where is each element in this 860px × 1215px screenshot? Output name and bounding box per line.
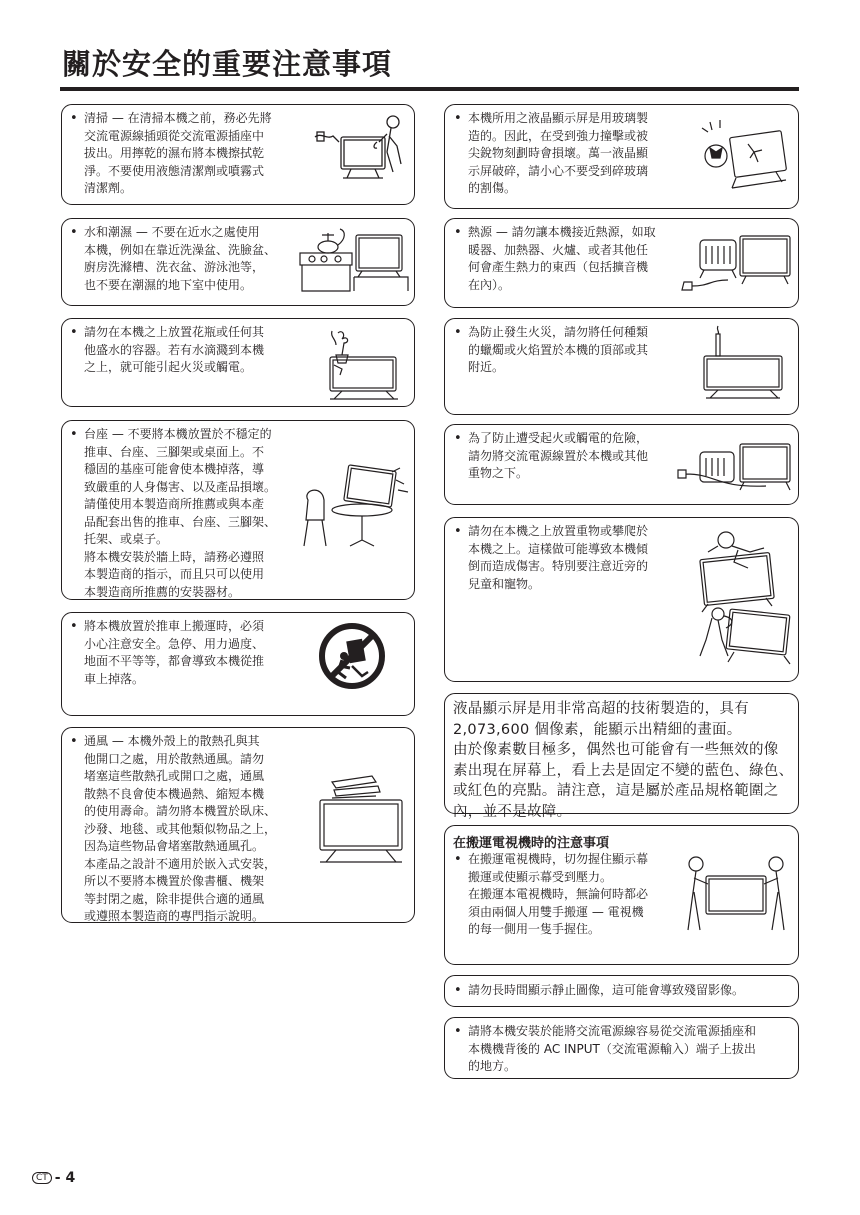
child-pet-illustration bbox=[694, 528, 794, 668]
ventilation-illustration bbox=[316, 770, 406, 868]
language-code-badge: CT bbox=[32, 1172, 52, 1184]
cleaning-illustration bbox=[313, 112, 408, 190]
notice-ventilation: • 通風 — 本機外殼上的散熱孔與其 他開口之處，用於散熱通風。請勿 堵塞這些散熱孔或開口之處，通風 散熱不良會使本機過熱、縮短本機 的使用壽命。請勿將本機置於臥床、 沙發、地毯、或其他類似物品之上， 因為這些物品會堵塞散熱通風孔。 本產品之設計不適用於嵌入式安裝， 所以不要將本機置於像書櫃、機架 等封閉之處，除非提供合適的通風 或遵照本製造商的專門指示說明。 bbox=[70, 734, 277, 923]
cord-illustration bbox=[676, 438, 794, 496]
candle-illustration bbox=[700, 322, 786, 402]
notice-vase: • 請勿在本機之上放置花瓶或任何其 他盛水的容器。若有水滴濺到本機 之上，就可能引起火災或觸電。 bbox=[70, 325, 265, 374]
notice-stand: • 台座 — 不要將本機放置於不穩定的 推車、台座、三腳架或桌面上。不 穩固的基座可能會使本機掉落，導 致嚴重的人身傷害、以及產品損壞。 請僅使用本製造商所推薦或與本產 品配套出售的推車、台座、三腳架、 托架、或桌子。 將本機安裝於牆上時，請務必遵照 本製造商的指示，而且只可以使用 本製造商所推薦的安裝器材。 bbox=[70, 427, 277, 599]
lcd-pixel-note: 液晶顯示屏是用非常高超的技術製造的，具有 2,073,600 個像素，能顯示出精細的畫面。 由於像素數目極多，偶然也可能會有一些無效的像 素出現在屏幕上，看上去是固定不變的藍色、綠色、 或紅色的亮點。請注意，這是屬於產品規格範圍之 內，並不是故障。 bbox=[453, 701, 794, 820]
page-title: 關於安全的重要注意事項 bbox=[62, 47, 393, 81]
notice-transport: • 在搬運電視機時，切勿握住顯示幕 搬運或使顯示幕受到壓力。 在搬運本電視機時，無論何時都必 須由兩個人用雙手搬運 — 電視機 的每一側用一隻手握住。 bbox=[454, 852, 649, 936]
notice-ac-input: • 請將本機安裝於能將交流電源線容易從交流電源插座和 本機機背後的 AC INPUT（交流電源輸入）端子上拔出 的地方。 bbox=[454, 1024, 757, 1073]
notice-still-image: • 請勿長時間顯示靜止圖像，這可能會導致殘留影像。 bbox=[454, 983, 745, 998]
vase-illustration bbox=[320, 325, 400, 403]
water-illustration bbox=[298, 225, 410, 295]
cart-warning-icon bbox=[318, 622, 386, 690]
heat-source-illustration bbox=[680, 228, 794, 302]
transport-heading: 在搬運電視機時的注意事項 bbox=[453, 836, 610, 851]
title-rule bbox=[60, 87, 799, 91]
notice-glass: • 本機所用之液晶顯示屏是用玻璃製 造的。因此，在受到強力撞擊或被 尖銳物刻劃時會損壞。萬一液晶顯 示屏破碎，請小心不要受到碎玻璃 的割傷。 bbox=[454, 111, 649, 195]
notice-climb: • 請勿在本機之上放置重物或攀爬於 本機之上。這樣做可能導致本機傾 倒而造成傷害。特別要注意近旁的 兒童和寵物。 bbox=[454, 524, 649, 591]
glass-panel-illustration bbox=[696, 118, 792, 196]
page-number: - 4 bbox=[54, 1170, 76, 1186]
page-footer bbox=[32, 1170, 75, 1186]
notice-candle: • 為防止發生火災，請勿將任何種類 的蠟燭或火焰置於本機的頂部或其 附近。 bbox=[454, 325, 649, 374]
stand-illustration bbox=[300, 460, 412, 552]
notice-cleaning: • 清掃 — 在清掃本機之前，務必先將 交流電源線插頭從交流電源插座中 拔出。用擰乾的濕布將本機擦拭乾 淨。不要使用液態清潔劑或噴霧式 清潔劑。 bbox=[70, 111, 272, 195]
notice-cord: • 為了防止遭受起火或觸電的危險， 請勿將交流電源線置於本機或其他 重物之下。 bbox=[454, 431, 649, 480]
notice-heat: • 熱源 — 請勿讓本機接近熱源，如取 暖器、加熱器、火爐、或者其他任 何會產生熱力的東西（包括擴音機 在內）。 bbox=[454, 225, 656, 292]
notice-water: • 水和潮濕 — 不要在近水之處使用 本機，例如在靠近洗澡盆、洗臉盆、 廚房洗滌槽、洗衣盆、游泳池等， 也不要在潮濕的地下室中使用。 bbox=[70, 225, 277, 292]
two-people-carry-illustration bbox=[680, 852, 792, 936]
notice-cart: • 將本機放置於推車上搬運時，必須 小心注意安全。急停、用力過度、 地面不平等等，都會導致本機從推 車上掉落。 bbox=[70, 619, 265, 686]
